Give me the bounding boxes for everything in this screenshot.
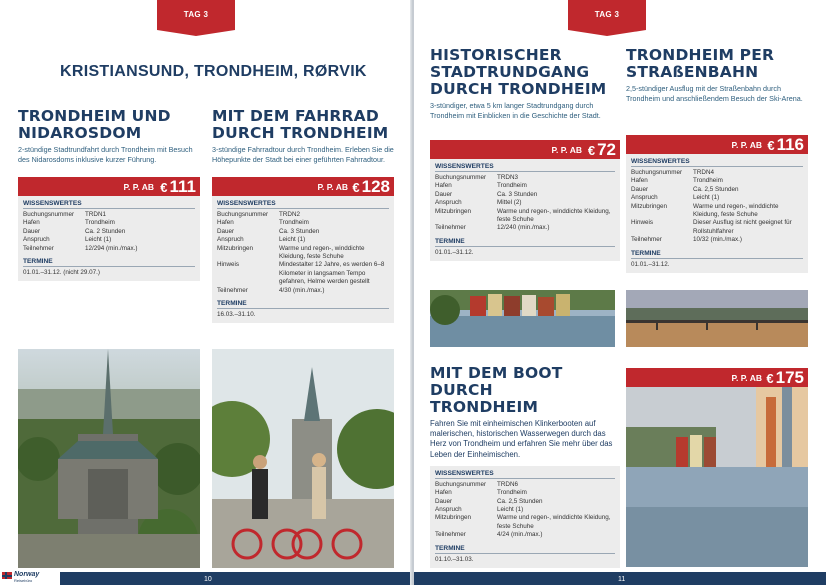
tour1-price-value: 111 <box>169 177 196 196</box>
tour4-termine-title: TERMINE <box>631 250 803 259</box>
info-row-value: TRDN1 <box>85 211 106 218</box>
tour2-price-value: 128 <box>361 177 390 196</box>
info-row-key: Buchungsnummer <box>23 211 75 218</box>
tour2-title-line2: DURCH TRONDHEIM <box>212 124 389 142</box>
info-row <box>631 203 803 220</box>
tour2-price-bar <box>212 177 394 196</box>
tour4-info-rows <box>631 169 803 245</box>
info-row-key: Dauer <box>631 185 649 193</box>
info-row-key: Teilnehmer <box>217 286 248 294</box>
tour1-currency: € <box>160 180 168 195</box>
tour2-title <box>212 108 394 142</box>
info-row-value: TRDN4 <box>693 169 714 176</box>
tour3-info-rows <box>435 174 615 233</box>
info-row <box>435 498 615 506</box>
tour3-title-line2: STADTRUNDGANG <box>430 63 590 81</box>
info-row-value: Ca. 2 Stunden <box>85 227 126 235</box>
info-row-key: Mitzubringen <box>435 514 472 522</box>
nidarosdom-photo <box>18 349 200 568</box>
info-row <box>217 261 389 286</box>
info-row-key: Hafen <box>217 219 234 227</box>
tour5-info-rows <box>435 481 615 540</box>
info-row-value: Warme und regen-, winddichte Kleidung, feste Schuhe <box>693 202 779 219</box>
tour4-price-bar <box>626 135 808 154</box>
info-row <box>435 182 615 190</box>
info-row <box>23 236 195 244</box>
tour-strassenbahn <box>626 47 808 273</box>
info-row-key: Mitzubringen <box>435 207 472 215</box>
tour5-currency: € <box>766 371 774 386</box>
tour5-price <box>766 368 804 388</box>
info-row <box>23 245 195 253</box>
info-row <box>217 228 389 236</box>
info-row <box>23 219 195 227</box>
info-row-key: Hafen <box>435 489 452 497</box>
tour5-info-title: WISSENSWERTES <box>435 470 615 479</box>
info-row-value: Trondheim <box>279 219 309 227</box>
tour4-price <box>767 135 804 155</box>
tour2-info-title: WISSENSWERTES <box>217 200 389 209</box>
right-page <box>414 0 826 585</box>
logo-name: Norway <box>14 571 40 578</box>
info-row-value: Leicht (1) <box>279 236 306 244</box>
info-row-value: 4/24 (min./max.) <box>497 531 543 539</box>
tour1-info-box <box>18 196 200 281</box>
info-row-value: 12/294 (min./max.) <box>85 244 138 252</box>
info-row-key: Anspruch <box>217 236 244 244</box>
tour2-info-rows <box>217 211 389 295</box>
info-row-value: Warme und regen-, winddichte Kleidung, feste Schuhe <box>497 514 611 530</box>
bike-tour-photo <box>212 349 394 568</box>
info-row <box>631 169 803 177</box>
info-row-value: TRDN6 <box>497 480 518 488</box>
tour1-title-line1: TRONDHEIM UND <box>18 107 171 125</box>
info-row-value: Trondheim <box>497 182 527 190</box>
logo-subtitle: Reisebüro <box>14 578 33 583</box>
norway-logo <box>0 569 60 585</box>
tour2-title-line1: MIT DEM FAHRRAD <box>212 107 379 125</box>
tour4-info-box <box>626 154 808 273</box>
tour4-price-value: 116 <box>776 135 804 154</box>
info-row <box>631 177 803 185</box>
tour5-price-bar <box>626 368 808 387</box>
info-row-value: Leicht (1) <box>497 506 524 514</box>
tour1-description: 2-stündige Stadtrundfahrt durch Trondheim mit Besuch des Nidarosdoms inklusive kurzer Führung. <box>18 145 193 164</box>
tour3-termine-title: TERMINE <box>435 238 615 247</box>
tour-historischer-stadtrundgang <box>430 47 620 261</box>
info-row-key: Mitzubringen <box>217 244 254 252</box>
tour5-price-value: 175 <box>775 368 804 387</box>
info-row-key: Hafen <box>435 182 452 190</box>
tour3-title-line3: DURCH TRONDHEIM <box>430 80 607 98</box>
tour1-info-rows <box>23 211 195 253</box>
tour5-info-box <box>430 466 620 568</box>
info-row <box>23 228 195 236</box>
info-row-value: Warme und regen-, winddichte Kleidung, feste Schuhe <box>279 244 365 261</box>
info-row-key: Buchungsnummer <box>217 211 269 218</box>
tour2-termine-title: TERMINE <box>217 300 389 309</box>
day-tab-right: TAG 3 <box>568 0 646 30</box>
tour4-title-line1: TRONDHEIM PER <box>626 46 775 64</box>
tour3-title-line1: HISTORISCHER <box>430 46 562 64</box>
canal-boat-photo <box>626 387 808 567</box>
info-row <box>23 211 195 219</box>
tour3-currency: € <box>587 143 596 158</box>
info-row-key: Buchungsnummer <box>435 480 487 488</box>
tour3-price-bar <box>430 140 620 159</box>
info-row <box>435 174 615 182</box>
info-row-value: Ca. 3 Stunden <box>279 227 320 235</box>
tour2-description: 3-stündige Fahrradtour durch Trondheim. Erleben Sie die Höhepunkte der Stadt bei einer geführten Fahrradtour. <box>212 145 394 164</box>
info-row-key: Buchungsnummer <box>631 169 683 176</box>
tour5-termine: 01.10.–31.03. <box>435 555 474 563</box>
info-row <box>435 489 615 497</box>
tour5-price-prefix: P. P. AB <box>731 373 762 383</box>
tour5-price-column <box>626 368 808 387</box>
tour4-currency: € <box>767 138 775 153</box>
tour5-title <box>430 365 620 416</box>
info-row <box>217 236 389 244</box>
tour4-description: 2,5-stündiger Ausflug mit der Straßenbahn durch Trondheim und anschließendem Besuch der Ski-Arena. <box>626 84 803 103</box>
region-title: KRISTIANSUND, TRONDHEIM, RØRVIK <box>60 63 367 80</box>
info-row <box>631 194 803 202</box>
tour2-currency: € <box>352 180 360 195</box>
info-row <box>217 219 389 227</box>
tour1-price-bar <box>18 177 200 196</box>
info-row <box>435 514 615 531</box>
river-warehouses-photo <box>430 290 615 347</box>
tour2-termine: 16.03.–31.10. <box>217 311 256 319</box>
info-row-value: Leicht (1) <box>85 236 112 244</box>
info-row-key: Anspruch <box>435 506 462 514</box>
info-row-key: Teilnehmer <box>435 224 466 232</box>
tour1-termine: 01.01.–31.12. (nicht 29.07.) <box>23 269 101 277</box>
info-row-value: 10/32 (min./max.) <box>693 236 742 244</box>
page-number-left: 10 <box>204 576 212 583</box>
info-row <box>217 287 389 295</box>
page-number-right: 11 <box>618 576 626 583</box>
info-row-key: Anspruch <box>23 236 50 244</box>
info-row-key: Teilnehmer <box>435 531 466 539</box>
info-row-value: Dieser Ausflug ist nicht geeignet für Rollstuhlfahrer <box>693 219 792 235</box>
tour1-title-line2: NIDAROSDOM <box>18 124 142 142</box>
tour5-termine-title: TERMINE <box>435 545 615 554</box>
tour5-title-line2: TRONDHEIM <box>430 398 539 416</box>
info-row-value: Ca. 3 Stunden <box>497 190 538 198</box>
info-row-key: Dauer <box>217 227 235 235</box>
info-row-key: Teilnehmer <box>631 236 662 244</box>
tour3-termine: 01.01.–31.12. <box>435 248 474 256</box>
tour4-title-line2: STRAßENBAHN <box>626 63 759 81</box>
info-row-value: 12/240 (min./max.) <box>497 224 550 232</box>
tour5-description: Fahren Sie mit einheimischen Klinkerbooten auf malerischen, historischen Wasserwegen durch das Herz von Trondheim und erfahren Sie mehr über das Leben der Einheimischen. <box>430 419 613 459</box>
info-row-key: Buchungsnummer <box>435 174 487 181</box>
tour-fahrrad-trondheim <box>212 108 394 323</box>
tour1-info-title: WISSENSWERTES <box>23 200 195 209</box>
tour3-description: 3-stündiger, etwa 5 km langer Stadtrundgang durch Trondheim mit Einblicken in die Geschichte der Stadt. <box>430 101 601 120</box>
info-row-key: Hafen <box>23 219 40 227</box>
info-row <box>217 245 389 262</box>
info-row-value: Ca. 2,5 Stunden <box>497 497 543 505</box>
tour4-title <box>626 47 808 81</box>
info-row-key: Teilnehmer <box>23 244 54 252</box>
info-row-value: TRDN3 <box>497 174 518 181</box>
info-row-value: Trondheim <box>85 219 115 227</box>
info-row-key: Dauer <box>23 227 41 235</box>
info-row-key: Anspruch <box>435 199 462 207</box>
tour1-termine-title: TERMINE <box>23 258 195 267</box>
tour4-info-title: WISSENSWERTES <box>631 158 803 167</box>
info-row-value: 4/30 (min./max.) <box>279 286 325 294</box>
info-row-key: Hafen <box>631 177 648 185</box>
tour2-price-prefix: P. P. AB <box>317 182 348 192</box>
info-row <box>435 481 615 489</box>
tour-boot-trondheim <box>430 365 620 568</box>
info-row-key: Mitzubringen <box>631 202 668 210</box>
tour1-price <box>160 177 196 197</box>
tour2-info-box <box>212 196 394 323</box>
info-row-value: Trondheim <box>693 177 723 185</box>
info-row <box>435 208 615 225</box>
tour4-price-prefix: P. P. AB <box>731 140 762 150</box>
tour5-title-line1: MIT DEM BOOT DURCH <box>430 364 563 399</box>
info-row <box>631 219 803 236</box>
info-row <box>631 186 803 194</box>
tour1-price-prefix: P. P. AB <box>123 182 154 192</box>
info-row-value: Warme und regen-, winddichte Kleidung, feste Schuhe <box>497 207 611 224</box>
info-row-value: Leicht (1) <box>693 194 720 202</box>
info-row-key: Anspruch <box>631 194 658 202</box>
tour3-price-prefix: P. P. AB <box>551 145 582 155</box>
info-row-value: Ca. 2,5 Stunden <box>693 185 739 193</box>
info-row-key: Hinweis <box>631 219 654 227</box>
info-row <box>217 211 389 219</box>
info-row-value: Mittel (2) <box>497 199 522 207</box>
tour1-title <box>18 108 200 142</box>
info-row <box>631 236 803 244</box>
tour-trondheim-nidarosdom <box>18 108 200 281</box>
day-tab-left: TAG 3 <box>157 0 235 30</box>
info-row <box>435 199 615 207</box>
tour3-price-value: 72 <box>597 140 616 159</box>
norway-flag-icon <box>2 572 12 579</box>
info-row-value: Trondheim <box>497 489 527 497</box>
tour4-termine: 01.01.–31.12. <box>631 260 670 268</box>
tour2-price <box>352 177 390 197</box>
tour3-info-title: WISSENSWERTES <box>435 163 615 172</box>
info-row-key: Dauer <box>435 190 453 198</box>
tour3-title <box>430 47 620 98</box>
info-row <box>435 224 615 232</box>
info-row-key: Hinweis <box>217 261 240 269</box>
bridge-sunset-photo <box>626 290 808 347</box>
tour3-info-box <box>430 159 620 261</box>
info-row <box>435 191 615 199</box>
info-row-value: Mindestalter 12 Jahre, es werden 6–8 Kilometer in langsamen Tempo gefahren, Helme werden gestellt <box>279 261 385 286</box>
left-page <box>0 0 412 585</box>
info-row-value: TRDN2 <box>279 211 300 218</box>
info-row <box>435 506 615 514</box>
tour3-price <box>588 140 616 160</box>
info-row <box>435 531 615 539</box>
info-row-key: Dauer <box>435 497 453 505</box>
